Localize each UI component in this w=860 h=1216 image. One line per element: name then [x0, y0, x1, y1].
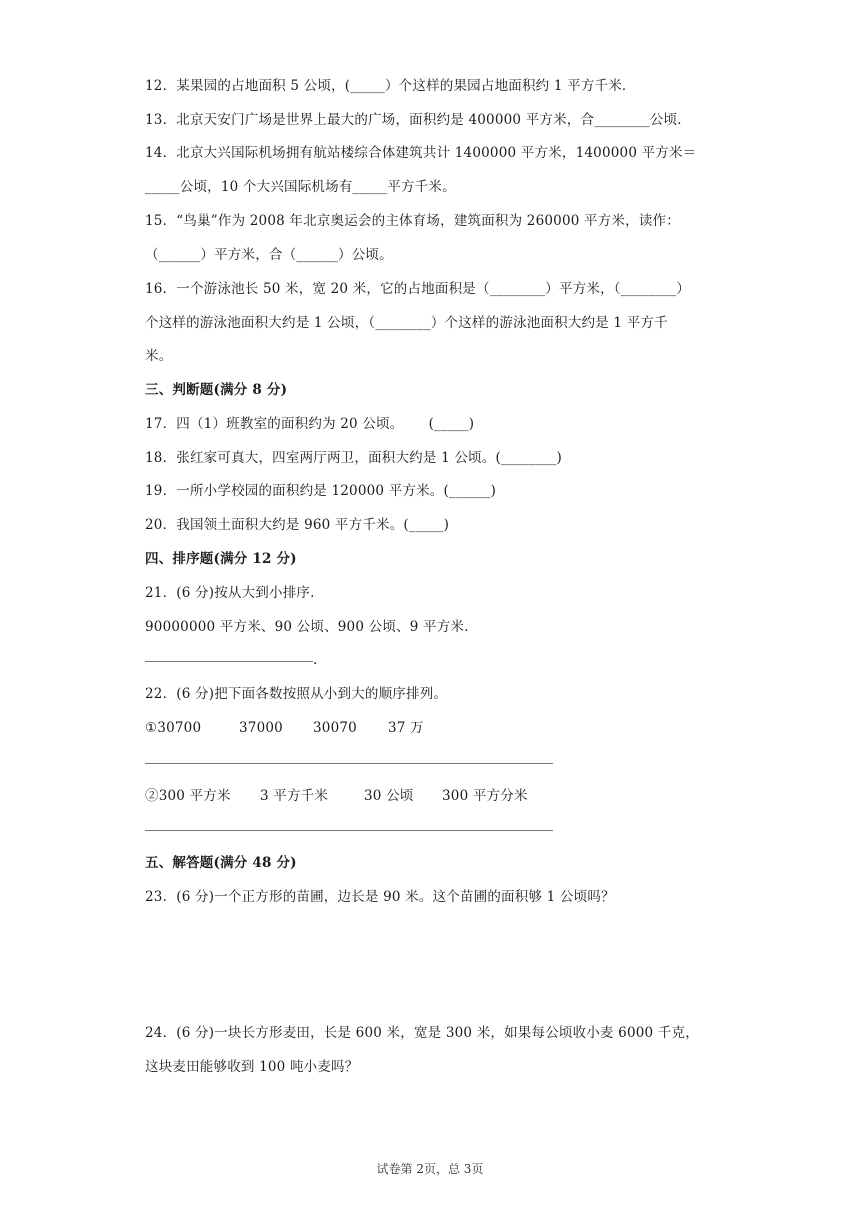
order-item: 300 平方分米 — [442, 788, 528, 804]
question-17: 17．四（1）班教室的面积约为 20 公顷。 (_____) — [145, 416, 475, 432]
question-22-row-2 — [145, 786, 820, 806]
question-12: 12．某果园的占地面积 5 公顷，(_____）个这样的果园占地面积约 1 平方千米． — [145, 78, 636, 94]
answer-line-21 — [145, 661, 313, 662]
answer-line-21-period: . — [313, 652, 318, 668]
section-3-title: 三、判断题(满分 8 分) — [145, 382, 288, 398]
order-item: 30 公顷 — [364, 788, 414, 804]
answer-line-22-2 — [145, 830, 553, 831]
section-5-title: 五、解答题(满分 48 分) — [145, 855, 297, 871]
question-14-line-1: 14．北京大兴国际机场拥有航站楼综合体建筑共计 1400000 平方米，1400000 平方米＝ — [145, 145, 697, 161]
question-24-line-1: 24．(6 分)一块长方形麦田，长是 600 米，宽是 300 米，如果每公顷收小麦 6000 千克， — [145, 1025, 699, 1041]
order-item: ②300 平方米 — [145, 788, 231, 804]
question-21-items: 90000000 平方米、90 公顷、900 公顷、9 平方米. — [145, 619, 469, 635]
question-16-line-3: 米。 — [145, 348, 173, 364]
order-item: 30070 — [313, 720, 357, 736]
question-18: 18．张红家可真大，四室两厅两卫，面积大约是 1 公顷。(________) — [145, 450, 562, 466]
order-item: 37 万 — [388, 720, 424, 736]
question-22-row-1 — [145, 718, 820, 738]
question-14-line-2: _____公顷，10 个大兴国际机场有_____平方千米。 — [145, 179, 456, 195]
section-4-title: 四、排序题(满分 12 分) — [145, 551, 297, 567]
question-24-line-2: 这块麦田能够收到 100 吨小麦吗？ — [145, 1059, 359, 1075]
question-23: 23．(6 分)一个正方形的苗圃，边长是 90 米。这个苗圃的面积够 1 公顷吗？ — [145, 889, 615, 905]
order-item: ①30700 — [145, 720, 202, 736]
order-item: 37000 — [239, 720, 283, 736]
answer-line-22-1 — [145, 763, 553, 764]
question-19: 19．一所小学校园的面积约是 120000 平方米。(______) — [145, 483, 497, 499]
question-13: 13．北京天安门广场是世界上最大的广场，面积约是 400000 平方米，合________公顷． — [145, 112, 691, 128]
question-21: 21．(6 分)按从大到小排序. — [145, 585, 315, 601]
question-16-line-1: 16．一个游泳池长 50 米，宽 20 米，它的占地面积是（________）平方米，（________） — [145, 281, 691, 297]
question-22: 22．(6 分)把下面各数按照从小到大的顺序排列。 — [145, 686, 448, 702]
question-15-line-2: （______）平方米，合（______）公顷。 — [145, 247, 393, 263]
question-16-line-2: 个这样的游泳池面积大约是 1 公顷，（________）个这样的游泳池面积大约是 1 平方千 — [145, 315, 668, 331]
question-15-line-1: 15．“鸟巢”作为 2008 年北京奥运会的主体育场，建筑面积为 260000 平方米，读作： — [145, 213, 680, 229]
page-footer: 试卷第 2页，总 3页 — [376, 1162, 484, 1176]
order-item: 3 平方千米 — [260, 788, 329, 804]
question-20: 20．我国领土面积大约是 960 平方千米。(_____) — [145, 517, 450, 533]
